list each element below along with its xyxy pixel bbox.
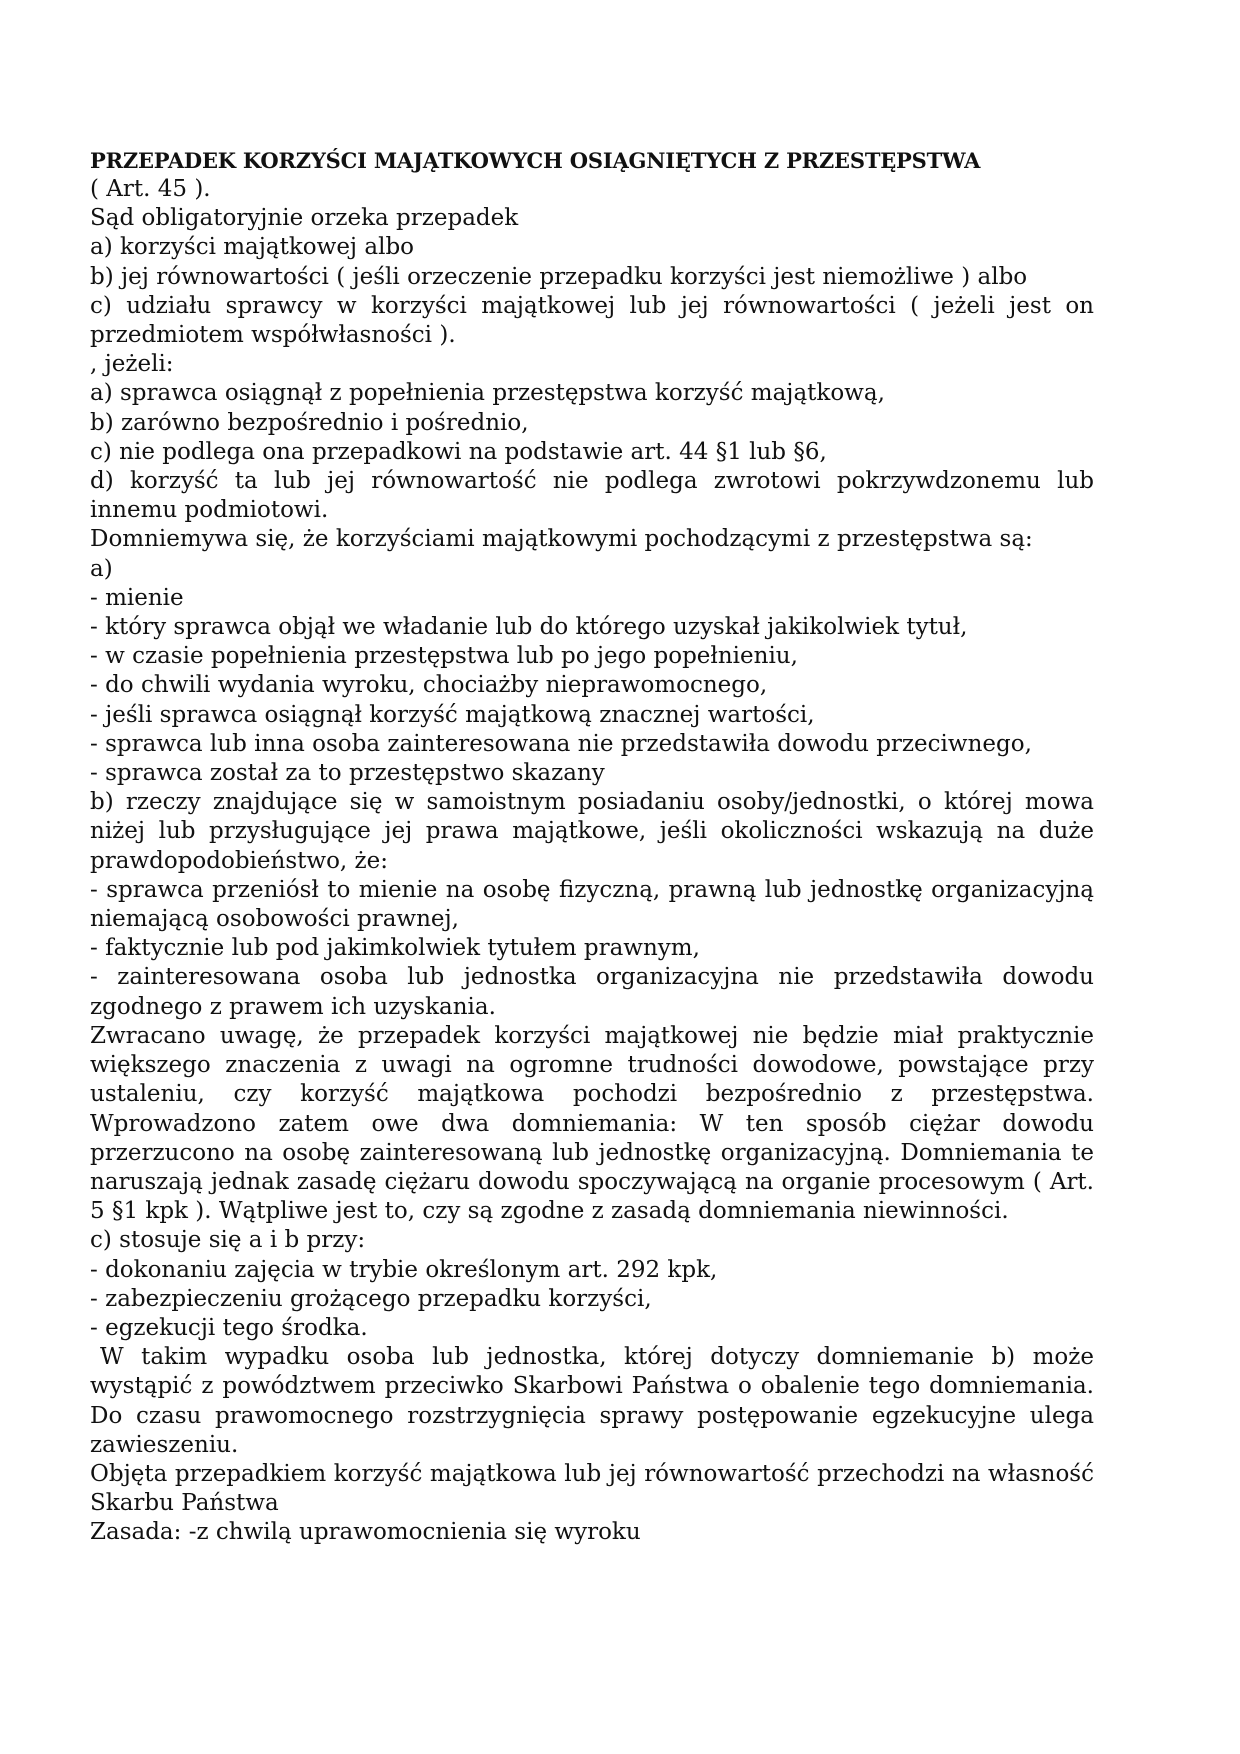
paragraph: Zwracano uwagę, że przepadek korzyści majątkowej nie będzie miał praktycznie większego znaczenia z uwagi na ogromne trudności dowodowe, powstające przy ustaleniu, czy korzyść majątkowa pochodzi bezpośrednio z przestępstwa. Wprowadzono zatem owe dwa domniemania: W ten sposób ciężar dowodu przerzucono na osobę zainteresowaną lub jednostkę organizacyjną. Domniemania te naruszają jednak zasadę ciężaru dowodu spoczywającą na organie procesowym ( Art. 5 §1 kpk ). Wątpliwe jest to, czy są zgodne z zasadą domniemania niewinności. bbox=[90, 1022, 1094, 1225]
text-line: a) sprawca osiągnął z popełnienia przestępstwa korzyść majątkową, bbox=[90, 380, 885, 407]
text-line: a) korzyści majątkowej albo bbox=[90, 234, 415, 261]
list-item: - zabezpieczeniu grożącego przepadku korzyści, bbox=[90, 1285, 652, 1312]
list-item: - sprawca lub inna osoba zainteresowana nie przedstawiła dowodu przeciwnego, bbox=[90, 730, 1032, 757]
list-item: - faktycznie lub pod jakimkolwiek tytułem prawnym, bbox=[90, 935, 700, 962]
list-item: - dokonaniu zajęcia w trybie określonym art. 292 kpk, bbox=[90, 1256, 718, 1283]
paragraph: Objęta przepadkiem korzyść majątkowa lub jej równowartość przechodzi na własność Skarbu Państwa bbox=[90, 1460, 1094, 1517]
document-title: PRZEPADEK KORZYŚCI MAJĄTKOWYCH OSIĄGNIĘTYCH Z PRZESTĘPSTWA bbox=[90, 148, 981, 173]
document-page bbox=[90, 146, 1094, 1548]
list-item: - jeśli sprawca osiągnął korzyść majątkową znacznej wartości, bbox=[90, 701, 815, 728]
list-item: - sprawca przeniósł to mienie na osobę fizyczną, prawną lub jednostkę organizacyjną niemającą osobowości prawnej, bbox=[90, 876, 1094, 933]
list-item: - który sprawca objął we władanie lub do którego uzyskał jakikolwiek tytuł, bbox=[90, 614, 968, 641]
list-item: - w czasie popełnienia przestępstwa lub po jego popełnieniu, bbox=[90, 643, 798, 670]
text-line: a) bbox=[90, 555, 113, 582]
paragraph: b) rzeczy znajdujące się w samoistnym posiadaniu osoby/jednostki, o której mowa niżej lub przysługujące jej prawa majątkowe, jeśli okoliczności wskazują na duże prawdopodobieństwo, że: bbox=[90, 789, 1094, 874]
text-line: , jeżeli: bbox=[90, 351, 174, 378]
text-line: c) stosuje się a i b przy: bbox=[90, 1227, 366, 1254]
text-line: b) jej równowartości ( jeśli orzeczenie przepadku korzyści jest niemożliwe ) albo bbox=[90, 263, 1028, 290]
list-item: - zainteresowana osoba lub jednostka organizacyjna nie przedstawiła dowodu zgodnego z prawem ich uzyskania. bbox=[90, 964, 1094, 1020]
text-line: Domniemywa się, że korzyściami majątkowymi pochodzącymi z przestępstwa są: bbox=[90, 526, 1033, 553]
paragraph: c) udziału sprawcy w korzyści majątkowej lub jej równowartości ( jeżeli jest on przedmiotem współwłasności ). bbox=[90, 292, 1094, 349]
text-line: ( Art. 45 ). bbox=[90, 176, 211, 202]
list-item: - do chwili wydania wyroku, chociażby nieprawomocnego, bbox=[90, 672, 768, 699]
text-line: Sąd obligatoryjnie orzeka przepadek bbox=[90, 205, 519, 232]
paragraph: W takim wypadku osoba lub jednostka, której dotyczy domniemanie b) może wystąpić z powództwem przeciwko Skarbowi Państwa o obalenie tego domniemania. Do czasu prawomocnego rozstrzygnięcia sprawy postępowanie egzekucyjne ulega zawieszeniu. bbox=[90, 1344, 1094, 1458]
list-item: - egzekucji tego środka. bbox=[90, 1314, 368, 1341]
text-line: Zasada: -z chwilą uprawomocnienia się wyroku bbox=[90, 1519, 641, 1546]
text-line: b) zarówno bezpośrednio i pośrednio, bbox=[90, 409, 529, 436]
paragraph: d) korzyść ta lub jej równowartość nie podlega zwrotowi pokrzywdzonemu lub innemu podmiotowi. bbox=[90, 468, 1094, 524]
list-item: - mienie bbox=[90, 584, 184, 611]
text-line: c) nie podlega ona przepadkowi na podstawie art. 44 §1 lub §6, bbox=[90, 438, 827, 465]
list-item: - sprawca został za to przestępstwo skazany bbox=[90, 760, 605, 787]
